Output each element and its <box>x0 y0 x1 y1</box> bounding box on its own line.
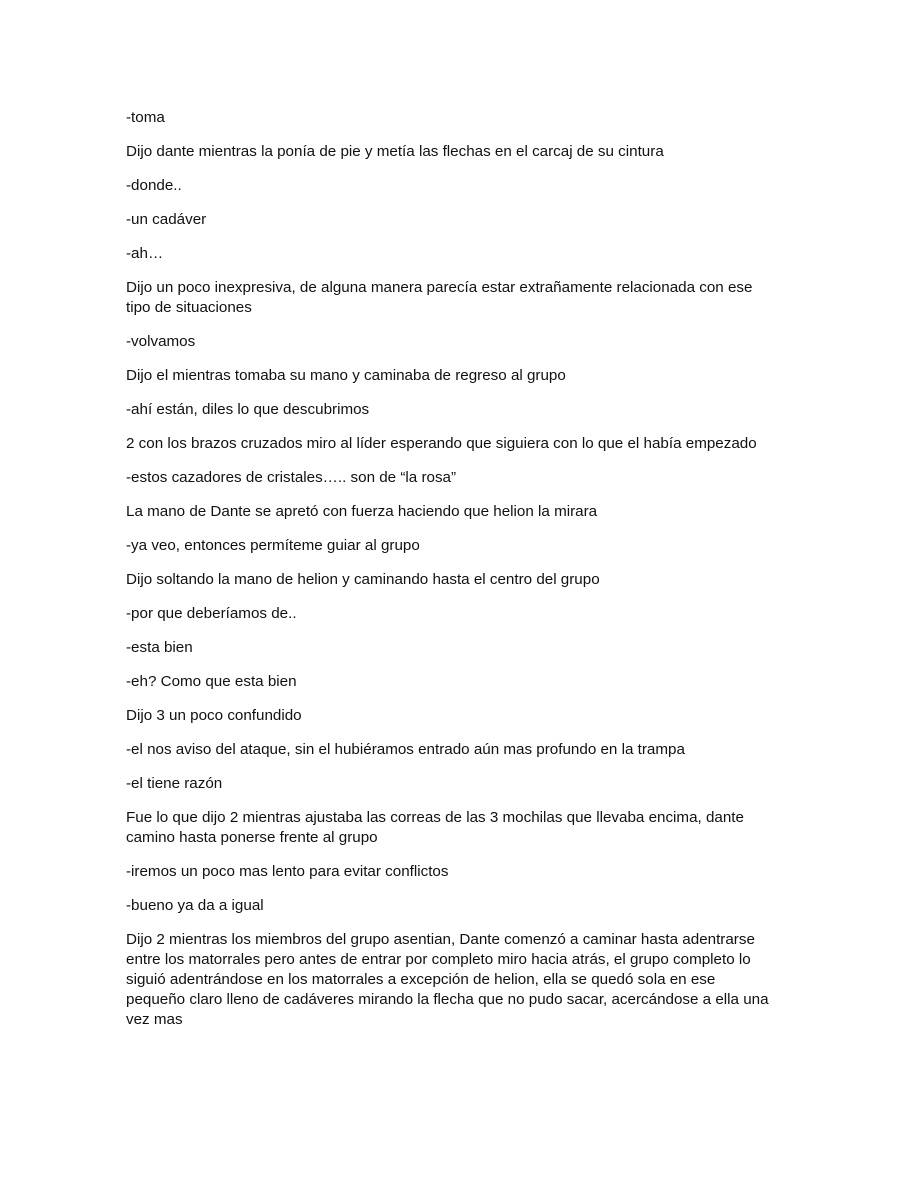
paragraph: -bueno ya da a igual <box>126 897 264 914</box>
paragraph: -un cadáver <box>126 211 207 228</box>
paragraph: -estos cazadores de cristales….. son de “la rosa” <box>126 469 457 486</box>
paragraph: 2 con los brazos cruzados miro al líder esperando que siguiera con lo que el había empezado <box>126 435 757 452</box>
paragraph: Dijo el mientras tomaba su mano y caminaba de regreso al grupo <box>126 367 566 384</box>
document-body <box>126 108 776 1044</box>
paragraph: -ah… <box>126 245 164 262</box>
paragraph: -eh? Como que esta bien <box>126 673 297 690</box>
paragraph: Dijo dante mientras la ponía de pie y metía las flechas en el carcaj de su cintura <box>126 143 664 160</box>
paragraph: -esta bien <box>126 639 193 656</box>
paragraph: -toma <box>126 109 165 126</box>
paragraph: -volvamos <box>126 333 196 350</box>
paragraph: -ahí están, diles lo que descubrimos <box>126 401 370 418</box>
paragraph: -ya veo, entonces permíteme guiar al grupo <box>126 537 420 554</box>
paragraph: Dijo soltando la mano de helion y caminando hasta el centro del grupo <box>126 571 600 588</box>
paragraph: Fue lo que dijo 2 mientras ajustaba las correas de las 3 mochilas que llevaba encima, dante camino hasta ponerse frente al grupo <box>126 809 744 846</box>
paragraph: -donde.. <box>126 177 182 194</box>
paragraph: -el tiene razón <box>126 775 223 792</box>
paragraph: La mano de Dante se apretó con fuerza haciendo que helion la mirara <box>126 503 598 520</box>
paragraph: -por que deberíamos de.. <box>126 605 297 622</box>
paragraph: Dijo 3 un poco confundido <box>126 707 302 724</box>
paragraph: -iremos un poco mas lento para evitar conflictos <box>126 863 449 880</box>
paragraph: Dijo un poco inexpresiva, de alguna manera parecía estar extrañamente relacionada con ese tipo de situaciones <box>126 279 753 316</box>
paragraph: Dijo 2 mientras los miembros del grupo asentian, Dante comenzó a caminar hasta adentrarse entre los matorrales pero antes de entrar por completo miro hacia atrás, el grupo completo lo siguió adentrándose en los matorrales a excepción de helion, ella se quedó sola en ese pequeño claro lleno de cadáveres mirando la flecha que no pudo sacar, acercándose a ella una vez mas <box>126 931 769 1028</box>
paragraph: -el nos aviso del ataque, sin el hubiéramos entrado aún mas profundo en la trampa <box>126 741 685 758</box>
